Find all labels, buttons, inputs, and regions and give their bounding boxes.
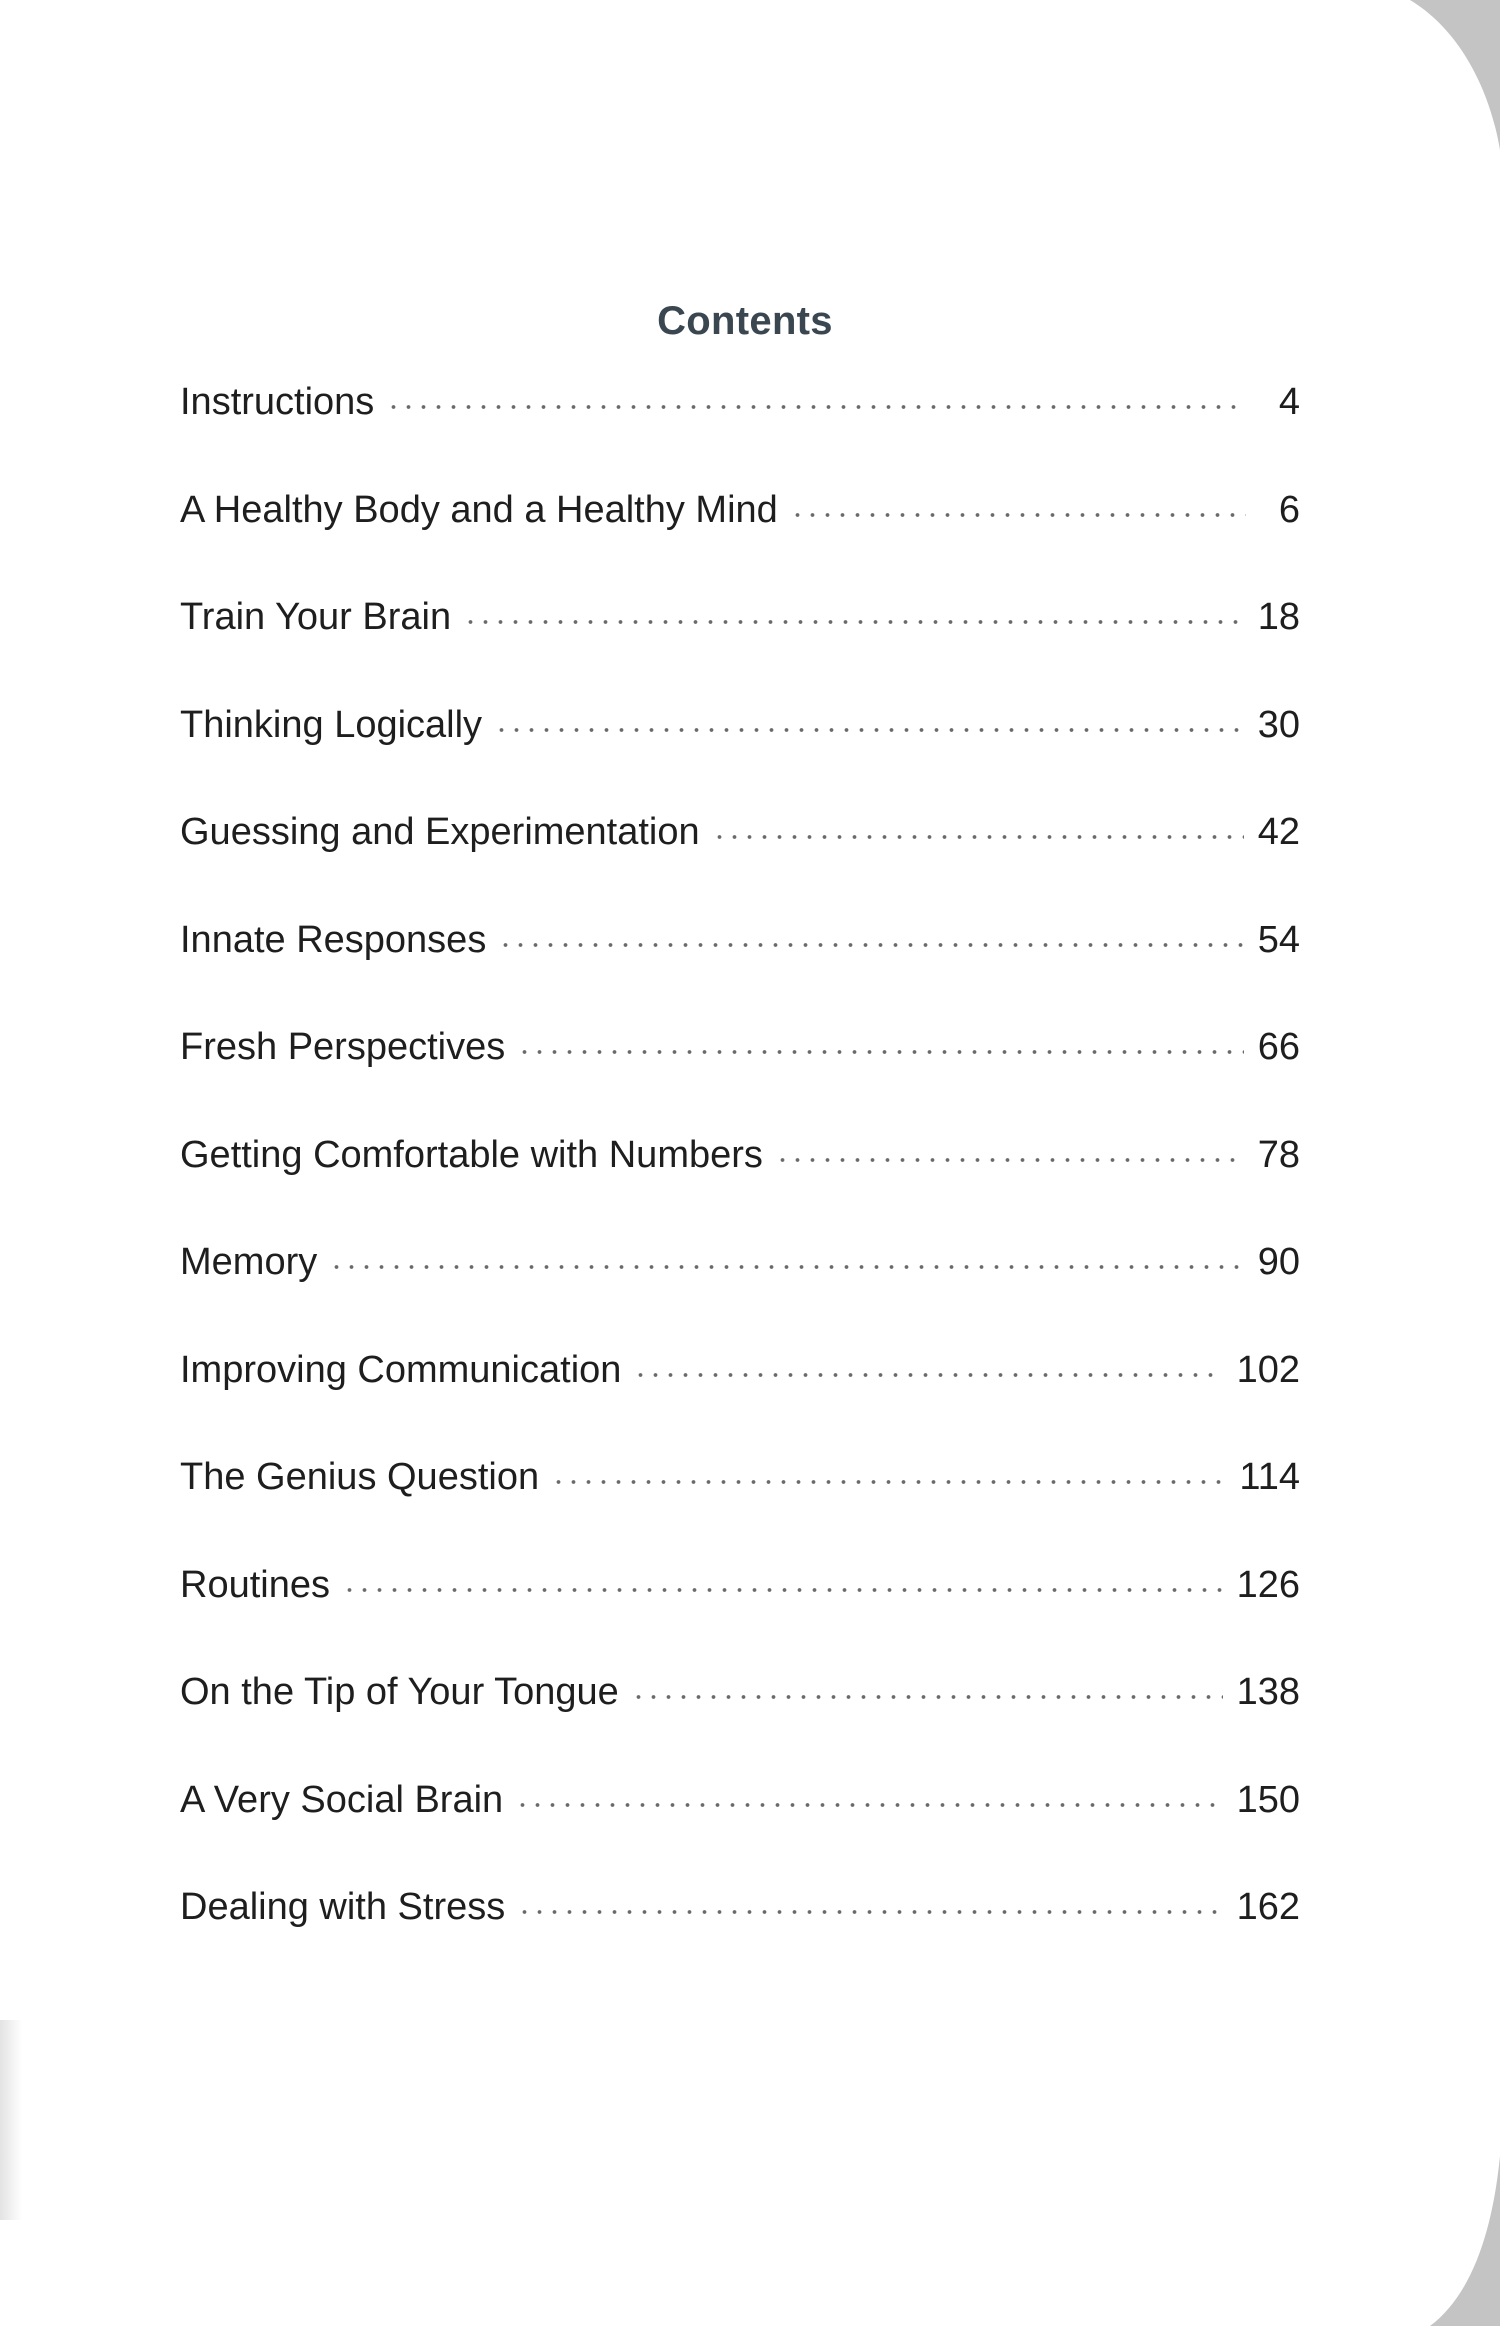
dot-leader — [517, 1047, 1243, 1057]
toc-entry[interactable] — [180, 1555, 1300, 1663]
toc-entry-page-number: 6 — [1278, 488, 1300, 531]
toc-entry-title: Memory — [180, 1241, 318, 1283]
dot-leader — [498, 940, 1243, 950]
toc-entry-page-number: 66 — [1257, 1026, 1300, 1068]
toc-entry-title: On the Tip of Your Tongue — [180, 1671, 619, 1713]
toc-entry-page-number: 54 — [1257, 918, 1300, 961]
toc-entry[interactable] — [180, 910, 1300, 1018]
dot-leader — [790, 510, 1246, 520]
toc-entry[interactable] — [180, 1125, 1300, 1233]
table-of-contents — [180, 372, 1300, 1985]
toc-entry[interactable] — [180, 1877, 1300, 1985]
toc-entry-page-number: 30 — [1257, 703, 1300, 746]
toc-entry-title: Improving Communication — [180, 1348, 622, 1391]
toc-entry-title: A Healthy Body and a Healthy Mind — [180, 488, 778, 531]
toc-entry-page-number: 78 — [1257, 1133, 1300, 1176]
toc-entry-title: The Genius Question — [180, 1456, 540, 1498]
dot-leader — [463, 617, 1244, 627]
toc-entry-title: Guessing and Experimentation — [180, 811, 700, 853]
toc-entry[interactable] — [180, 1447, 1300, 1555]
toc-entry-page-number: 114 — [1239, 1456, 1300, 1498]
dot-leader — [342, 1585, 1223, 1595]
toc-entry[interactable] — [180, 372, 1300, 480]
toc-entry-page-number: 18 — [1257, 596, 1300, 638]
toc-entry-page-number: 138 — [1236, 1671, 1300, 1713]
toc-entry-title: Train Your Brain — [180, 596, 452, 638]
toc-entry-page-number: 42 — [1257, 811, 1300, 853]
dot-leader — [517, 1907, 1222, 1917]
toc-entry[interactable] — [180, 1340, 1300, 1448]
toc-entry[interactable] — [180, 587, 1300, 695]
toc-entry[interactable] — [180, 1017, 1300, 1125]
toc-entry-title: Innate Responses — [180, 918, 487, 961]
toc-entry[interactable] — [180, 1770, 1300, 1878]
toc-entry[interactable] — [180, 1662, 1300, 1770]
dot-leader — [775, 1155, 1244, 1165]
toc-entry-title: Instructions — [180, 381, 375, 423]
toc-entry-page-number: 150 — [1236, 1778, 1300, 1821]
page-edge-shadow — [0, 2020, 22, 2220]
page-corner-shadow-top — [1410, 0, 1500, 150]
toc-entry[interactable] — [180, 802, 1300, 910]
page-corner-shadow-bottom — [1430, 2156, 1500, 2326]
toc-entry-title: Thinking Logically — [180, 703, 483, 746]
toc-entry-title: Dealing with Stress — [180, 1886, 506, 1928]
toc-entry-page-number: 102 — [1236, 1348, 1300, 1391]
dot-leader — [494, 725, 1244, 735]
toc-entry[interactable] — [180, 1232, 1300, 1340]
dot-leader — [515, 1800, 1222, 1810]
toc-entry-title: Getting Comfortable with Numbers — [180, 1133, 763, 1176]
dot-leader — [551, 1477, 1225, 1487]
toc-entry-page-number: 126 — [1236, 1563, 1300, 1606]
toc-entry-title: A Very Social Brain — [180, 1778, 504, 1821]
page-title: Contents — [657, 298, 833, 343]
dot-leader — [712, 832, 1244, 842]
dot-leader — [633, 1370, 1222, 1380]
dot-leader — [329, 1262, 1243, 1272]
dot-leader — [631, 1692, 1223, 1702]
toc-entry-title: Routines — [180, 1563, 330, 1606]
toc-entry-page-number: 90 — [1257, 1241, 1300, 1283]
dot-leader — [386, 402, 1246, 412]
toc-entry-page-number: 4 — [1278, 381, 1300, 423]
toc-entry[interactable] — [180, 480, 1300, 588]
toc-entry-title: Fresh Perspectives — [180, 1026, 506, 1068]
toc-entry-page-number: 162 — [1236, 1886, 1300, 1928]
toc-entry[interactable] — [180, 695, 1300, 803]
